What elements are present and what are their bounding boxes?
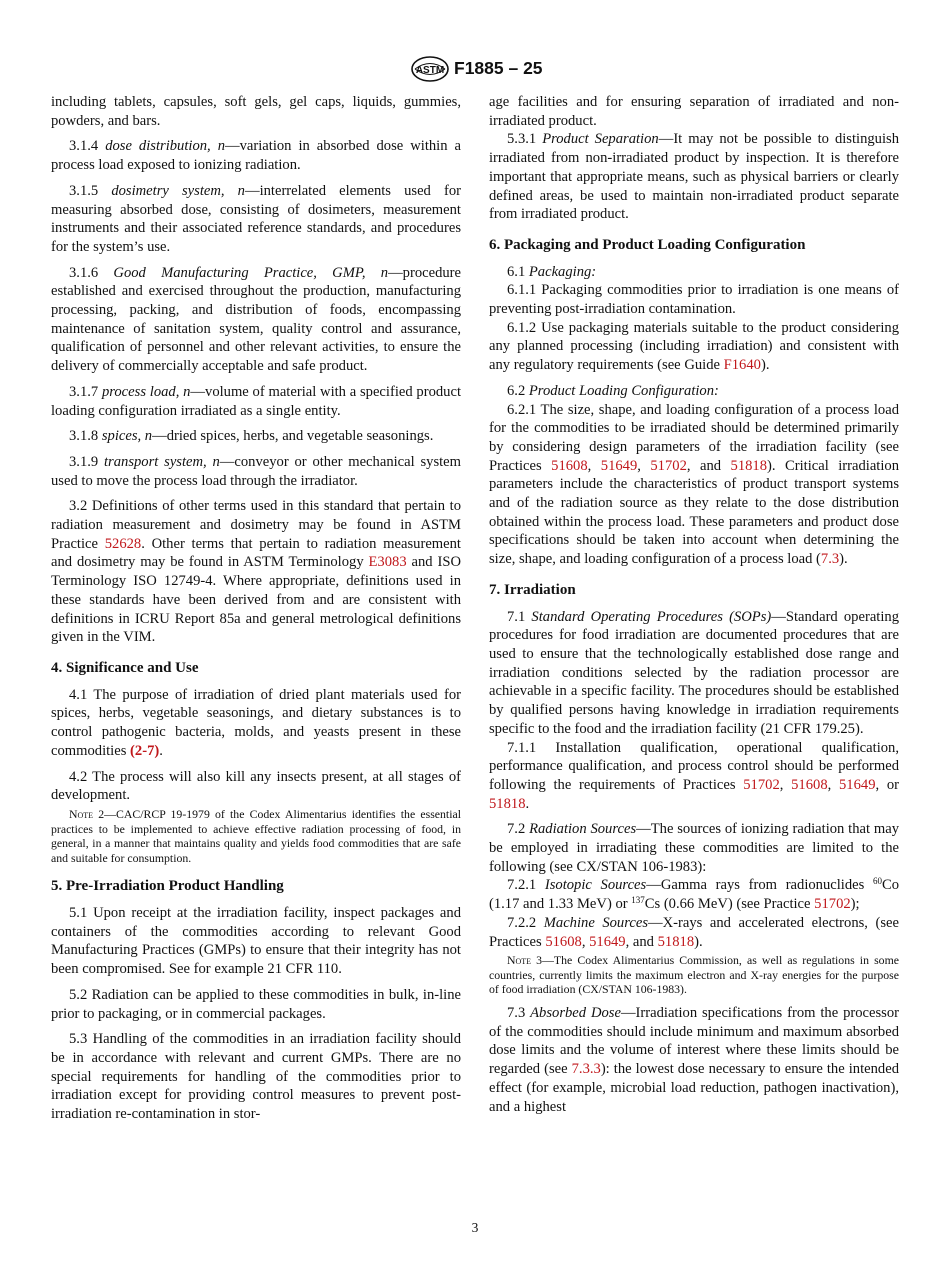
definition-3-1-6: 3.1.6 Good Manufacturing Practice, GMP, n—procedure established and exercised throughout the production, manufacturing processing, packing, and distribution of foods, encompassing maintenance of sanitation system, quality control and assurance, qualification of personnel and other relevant activities, to ensure the delivery of commercially acceptable and safe product.	[51, 264, 461, 375]
link-52628[interactable]: 52628	[104, 535, 142, 552]
page-number: 3	[471, 1220, 479, 1235]
link-51649[interactable]: 51649	[600, 457, 638, 474]
link-51649[interactable]: 51649	[589, 933, 626, 950]
link-51818[interactable]: 51818	[657, 933, 695, 950]
link-f1640[interactable]: F1640	[723, 357, 761, 374]
paragraph-7-1: 7.1 Standard Operating Procedures (SOPs)—Standard operating procedures for food irradiation are documented procedures that are used to ensure that the technologically established dose range and irradiation conditions selected by the radiation processor are achievable in a specific facility. The procedures should be established by qualified persons having knowledge in irradiation requirements specific to the food and the irradiation facility (21 CFR 179.25).	[489, 608, 900, 737]
link-51702[interactable]: 51702	[650, 457, 687, 474]
note-2: Note 2—CAC/RCP 19-1979 of the Codex Alimentarius identifies the essential practices to be implemented to achieve effective radiation processing of food, in general, in a manner that maintains quality and yields food commodities that are safe and suitable for consumption.	[51, 806, 461, 865]
section-heading-7: 7. Irradiation	[489, 581, 576, 598]
page-header	[0, 56, 950, 82]
paragraph-6-1-1: 6.1.1 Packaging commodities prior to irradiation is one means of preventing post-irradiation contamination.	[489, 282, 899, 318]
link-51649[interactable]: 51649	[839, 776, 876, 793]
link-51818[interactable]: 51818	[489, 795, 526, 812]
link-7-3-3[interactable]: 7.3.3	[571, 1061, 601, 1078]
link-51608[interactable]: 51608	[791, 776, 828, 793]
link-51608[interactable]: 51608	[551, 457, 588, 474]
link-51702[interactable]: 51702	[743, 776, 780, 793]
link-e3083[interactable]: E3083	[368, 554, 407, 571]
link-51608[interactable]: 51608	[545, 933, 582, 950]
paragraph-7-3: 7.3 Absorbed Dose—Irradiation specifications from the processor of the commodities should include minimum and maximum absorbed dose limits and the volume of interest where these limits should be regarded (see 7.3.3): the lowest dose necessary to ensure the intended effect (for example, microbial load reduction, pathogen inactivation), and a highest	[489, 1005, 899, 1115]
reference-link-2-7[interactable]: (2-7)	[130, 742, 160, 759]
paragraph-5-2: 5.2 Radiation can be applied to these commodities in bulk, in-line prior to packaging, or in commercial packages.	[51, 986, 461, 1022]
paragraph-7-2-2: 7.2.2 Machine Sources—X-rays and accelerated electrons, (see Practices 51608, 51649, and 51818).	[489, 914, 899, 950]
paragraph-6-2: 6.2 Product Loading Configuration:	[507, 382, 719, 399]
definition-3-1-9: 3.1.9 transport system, n—conveyor or other mechanical system used to move the process load through the irradiator.	[51, 453, 462, 489]
section-heading-6: 6. Packaging and Product Loading Configuration	[489, 236, 806, 253]
paragraph-6-1: 6.1 Packaging:	[507, 263, 597, 280]
logo-text: ASTM	[415, 65, 445, 76]
left-column	[51, 93, 461, 1124]
right-column	[489, 93, 899, 1116]
paragraph-5-3-1: 5.3.1 Product Separation—It may not be possible to distinguish irradiated from non-irradiated product by inspection. It is therefore important that appropriate means, such as physical barriers or clearly defined areas, be used to maintain non-irradiated product separate from irradiated product.	[489, 131, 900, 223]
paragraph-continuation: age facilities and for ensuring separation of irradiated and non-irradiated product.	[489, 94, 899, 129]
link-51818[interactable]: 51818	[730, 457, 768, 474]
paragraph-7-1-1: 7.1.1 Installation qualification, operational qualification, performance qualification, and process control should be performed following the requirements of Practices 51702, 51608, 51649, or 51818.	[489, 739, 900, 812]
paragraph-6-1-2: 6.1.2 Use packaging materials suitable to the product considering any planned processing (including irradiation) and consistent with any regulatory requirements (see Guide F1640).	[489, 319, 899, 374]
link-7-3[interactable]: 7.3	[820, 551, 840, 568]
link-51702[interactable]: 51702	[814, 896, 851, 913]
section-heading-5: 5. Pre-Irradiation Product Handling	[51, 878, 284, 895]
astm-logo-icon	[410, 56, 450, 82]
paragraph-3-2: 3.2 Definitions of other terms used in this standard that pertain to radiation measurement and dosimetry may be found in ASTM Practice 52628. Other terms that pertain to radiation measurement and dosimetry may be found in ASTM Terminology E3083 and ISO Terminology ISO 12749-4. Where appropriate, definitions used in these standards have been derived from and are consistent with definitions in ICRU Report 85a and general metrological definitions given in the VIM.	[51, 498, 461, 646]
note-3: Note 3—The Codex Alimentarius Commission, as well as regulations in some countries, currently limits the maximum electron and X-ray energies for the purpose of food irradiation (CX/STAN 106-1983).	[489, 953, 899, 997]
paragraph-5-1: 5.1 Upon receipt at the irradiation facility, inspect packages and containers of the commodities according to relevant Good Manufacturing Practices (GMPs) to ensure that their integrity has not been compromised. See for example 21 CFR 110.	[51, 904, 461, 978]
definition-3-1-8: 3.1.8 spices, n—dried spices, herbs, and vegetable seasonings.	[69, 428, 434, 445]
paragraph-6-2-1: 6.2.1 The size, shape, and loading configuration of a process load for the commodities to be irradiated should be determined primarily by considering design parameters of the irradiation facility (see Practices 51608, 51649, 51702, and 51818). Critical irradiation parameters include the characteristics of product transport systems and of the radiation source as they relate to the dose distribution obtained within the process load. These parameters and product dose specifications should be taken into account when determining the size, shape, and loading configuration of a process load (7.3).	[489, 401, 900, 568]
definition-3-1-5: 3.1.5 dosimetry system, n—interrelated elements used for measuring absorbed dose, consisting of dosimeters, measurement instruments and their associated reference standards, and procedures for the system’s use.	[51, 182, 461, 255]
paragraph-7-2: 7.2 Radiation Sources—The sources of ionizing radiation that may be employed in irradiating these commodities are limited to the following (see CX/STAN 106-1983):	[489, 821, 900, 875]
paragraph-7-2-1: 7.2.1 Isotopic Sources—Gamma rays from radionuclides $^{60}$Co (1.17 and 1.33 MeV) or $^{137}$Cs (0.66 MeV) (see Practice 51702);	[489, 876, 900, 913]
paragraph-5-3: 5.3 Handling of the commodities in an irradiation facility should be in accordance with relevant and current GMPs. There are no special requirements for handling of the commodities prior to irradiation except for providing control measures to prevent post-irradiation re-contamination in stor-	[51, 1031, 461, 1123]
document-designation: F1885 – 25	[454, 58, 543, 78]
paragraph-continuation: including tablets, capsules, soft gels, gel caps, liquids, gummies, powders, and bars.	[51, 94, 461, 129]
section-heading-4: 4. Significance and Use	[51, 659, 199, 676]
paragraph-4-1: 4.1 The purpose of irradiation of dried plant materials used for spices, herbs, vegetable seasonings, and dietary substances is to control pathogenic bacteria, molds, and yeasts present in these commodities (2-7).	[51, 686, 461, 759]
definition-3-1-7: 3.1.7 process load, n—volume of material with a specified product loading configuration irradiated as a single entity.	[51, 383, 461, 419]
paragraph-4-2: 4.2 The process will also kill any insects present, at all stages of development.	[51, 768, 461, 804]
definition-3-1-4: 3.1.4 dose distribution, n—variation in absorbed dose within a process load exposed to ionizing radiation.	[51, 138, 462, 174]
